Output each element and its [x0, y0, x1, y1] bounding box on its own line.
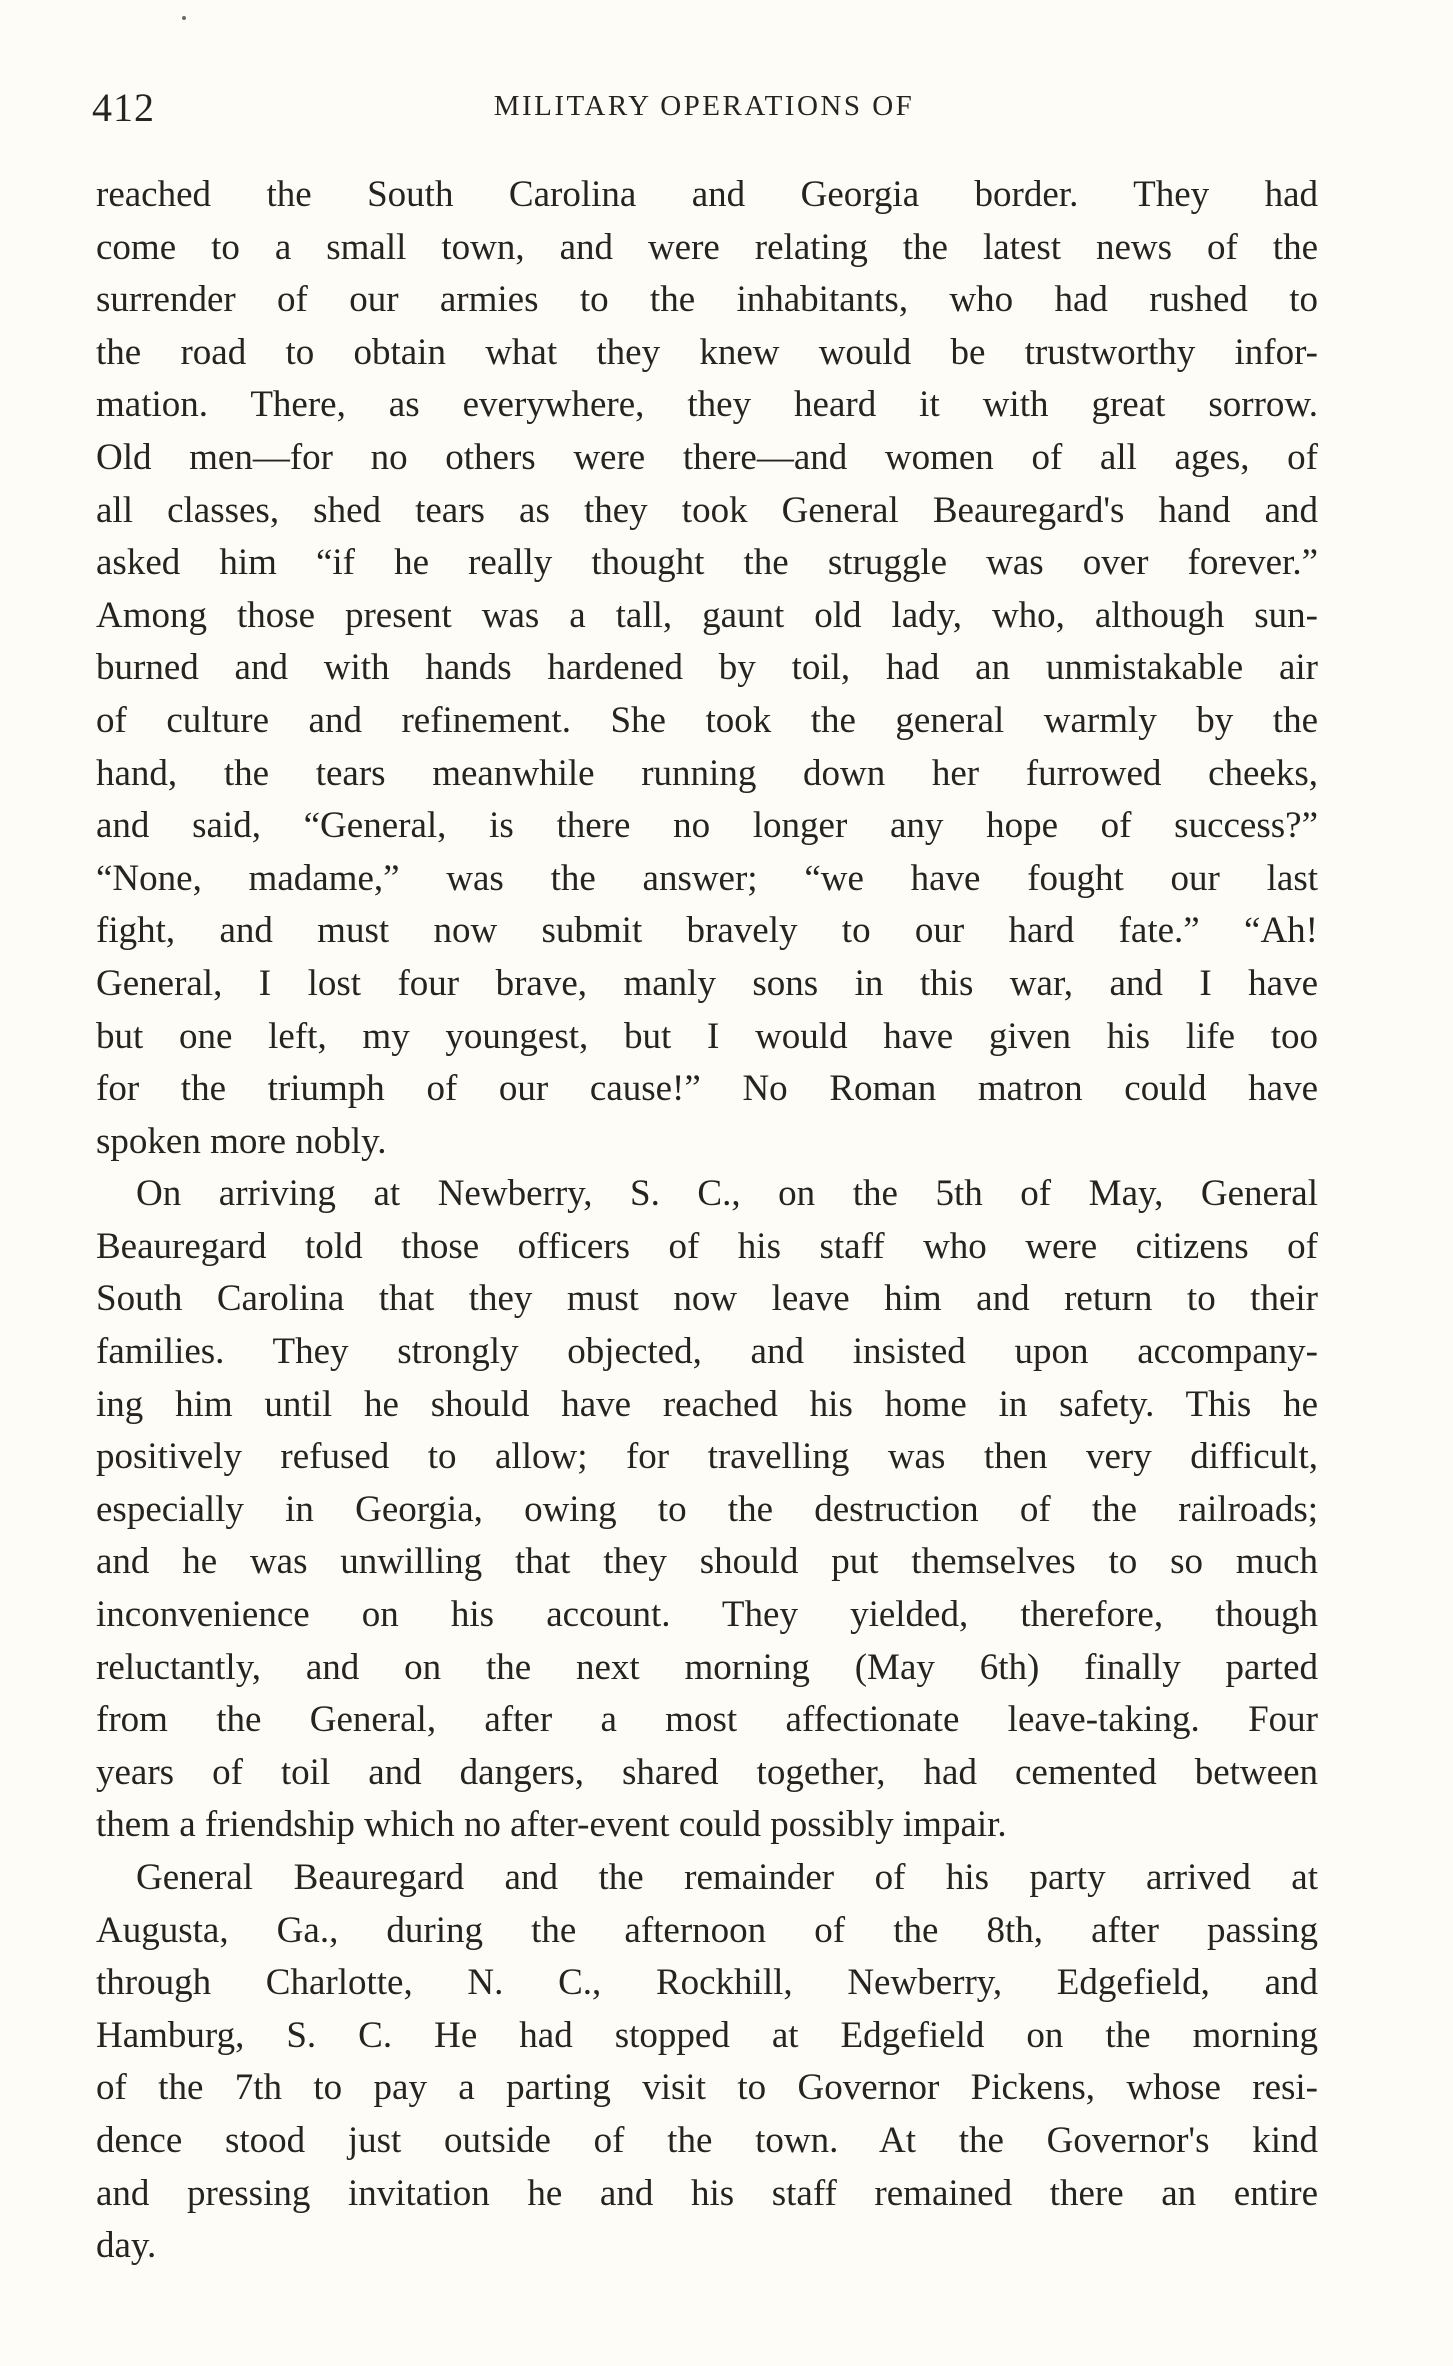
text-line: reached the South Carolina and Georgia border. They had [96, 174, 1318, 215]
text-line: inconvenience on his account. They yielded, therefore, though [96, 1594, 1318, 1636]
text-line: come to a small town, and were relating the latest news of the [96, 226, 1318, 268]
text-line: General Beauregard and the remainder of his party arrived at [136, 1857, 1318, 1898]
ink-speck [182, 16, 186, 20]
text-line: fight, and must now submit bravely to our hard fate.” “Ah! [96, 910, 1318, 952]
text-line: Old men—for no others were there—and women of all ages, of [96, 436, 1318, 478]
text-line: families. They strongly objected, and insisted upon accompany- [96, 1331, 1318, 1373]
text-line: them a friendship which no after-event could possibly impair. [96, 1804, 1007, 1846]
text-line: especially in Georgia, owing to the destruction of the railroads; [96, 1488, 1318, 1530]
text-line: but one left, my youngest, but I would have given his life too [96, 1015, 1318, 1057]
text-line: hand, the tears meanwhile running down her furrowed cheeks, [96, 752, 1318, 794]
page-number: 412 [92, 85, 155, 130]
text-line: burned and with hands hardened by toil, had an unmistakable air [96, 647, 1318, 689]
text-line: Augusta, Ga., during the afternoon of the 8th, after passing [96, 1909, 1318, 1951]
text-line: spoken more nobly. [96, 1120, 387, 1162]
text-line: Beauregard told those officers of his staff who were citizens of [96, 1225, 1318, 1267]
text-line: all classes, shed tears as they took General Beauregard's hand and [96, 489, 1318, 531]
text-line: for the triumph of our cause!” No Roman matron could have [96, 1068, 1318, 1110]
text-line: reluctantly, and on the next morning (May 6th) finally parted [96, 1646, 1318, 1688]
paragraph-3 [96, 1852, 1318, 2273]
text-line: of culture and refinement. She took the general warmly by the [96, 699, 1318, 741]
text-line: South Carolina that they must now leave him and return to their [96, 1278, 1318, 1320]
page-header [92, 84, 1316, 134]
text-line: of the 7th to pay a parting visit to Governor Pickens, whose resi- [96, 2067, 1318, 2109]
text-line: mation. There, as everywhere, they heard it with great sorrow. [96, 384, 1318, 426]
text-line: Among those present was a tall, gaunt old lady, who, although sun- [96, 594, 1318, 636]
text-line: On arriving at Newberry, S. C., on the 5th of May, General [136, 1173, 1318, 1215]
text-line: asked him “if he really thought the struggle was over forever.” [96, 542, 1318, 584]
paragraph-1 [96, 169, 1318, 1168]
text-line: from the General, after a most affectionate leave-taking. Four [96, 1699, 1318, 1741]
text-line: the road to obtain what they knew would be trustworthy infor- [96, 331, 1318, 373]
text-line: Hamburg, S. C. He had stopped at Edgefield on the morning [96, 2014, 1318, 2056]
text-line: “None, madame,” was the answer; “we have fought our last [96, 857, 1318, 899]
text-line: and pressing invitation he and his staff remained there an entire [96, 2172, 1318, 2214]
text-line: surrender of our armies to the inhabitants, who had rushed to [96, 279, 1318, 321]
text-line: ing him until he should have reached his home in safety. This he [96, 1383, 1318, 1425]
text-line: through Charlotte, N. C., Rockhill, Newberry, Edgefield, and [96, 1962, 1318, 2004]
text-line: day. [96, 2225, 157, 2267]
text-line: dence stood just outside of the town. At the Governor's kind [96, 2119, 1318, 2161]
running-head: MILITARY OPERATIONS OF [493, 90, 915, 122]
body-text [96, 169, 1318, 2273]
paragraph-2 [96, 1168, 1318, 1852]
text-line: and said, “General, is there no longer any hope of success?” [96, 805, 1318, 847]
text-line: and he was unwilling that they should put themselves to so much [96, 1541, 1318, 1583]
text-line: years of toil and dangers, shared together, had cemented between [96, 1751, 1318, 1793]
text-line: positively refused to allow; for travelling was then very difficult, [96, 1436, 1318, 1478]
text-line: General, I lost four brave, manly sons in this war, and I have [96, 962, 1318, 1004]
